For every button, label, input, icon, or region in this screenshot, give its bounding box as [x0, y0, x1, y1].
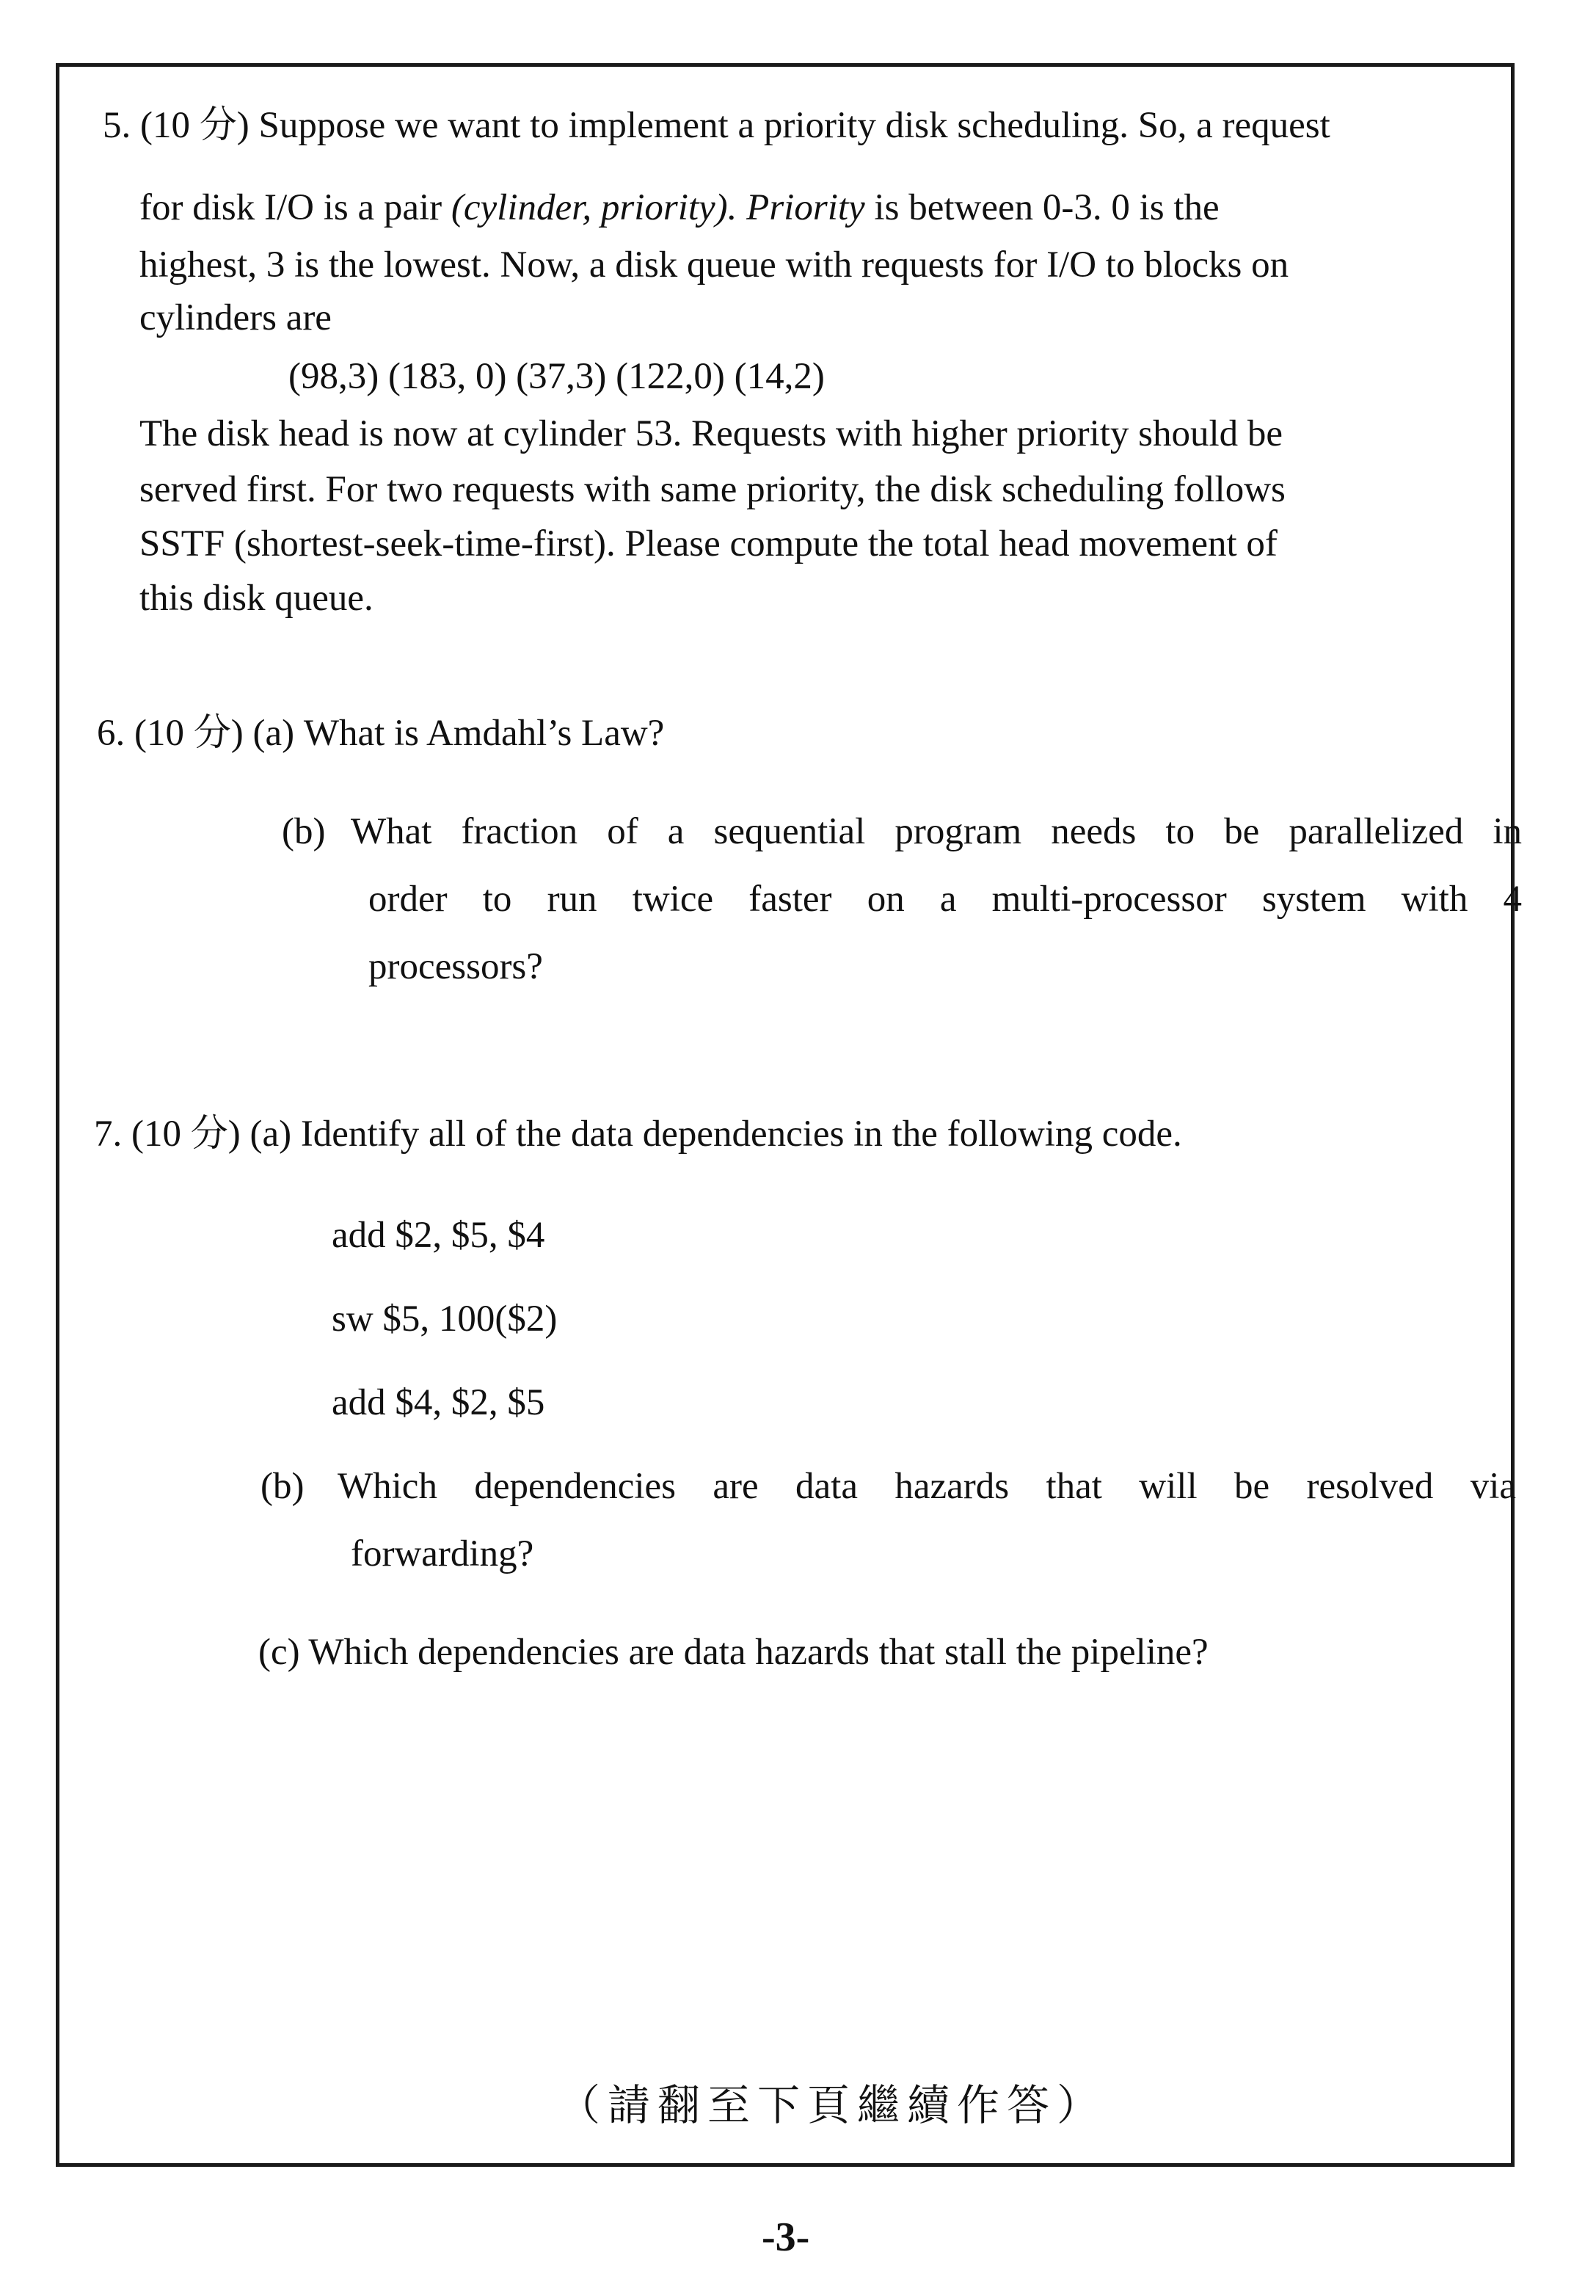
- q5-priority: Priority: [746, 187, 865, 228]
- q7-b-line1: Which dependencies are data hazards that will be resolved via: [338, 1466, 1516, 1507]
- q5-line1: [103, 104, 1330, 148]
- q7-line-a: [94, 1113, 1182, 1156]
- q7-part-a: (a) Identify all of the data dependencies in the following code.: [249, 1114, 1182, 1155]
- code-line-2: sw $5, 100($2): [332, 1298, 558, 1340]
- q6-b-line1: What fraction of a sequential program needs to be parallelized in: [351, 811, 1522, 852]
- q5-label: 5. (10 分): [103, 105, 249, 146]
- q5-line8: SSTF (shortest-seek-time-first). Please compute the total head movement of: [139, 523, 1278, 564]
- q5-line2: for disk I/O is a pair (cylinder, priority). Priority is between 0-3. 0 is the: [139, 187, 1220, 228]
- q6-line-a: [97, 712, 664, 755]
- q6-b-label: (b): [282, 811, 326, 852]
- q6-b-line3: processors?: [368, 946, 543, 987]
- q6-part-a: (a) What is Amdahl’s Law?: [252, 713, 665, 754]
- q7-b-label: (b): [260, 1466, 305, 1507]
- q5-line3: highest, 3 is the lowest. Now, a disk queue with requests for I/O to blocks on: [139, 244, 1289, 286]
- q5-queue: (98,3) (183, 0) (37,3) (122,0) (14,2): [288, 356, 825, 397]
- q5-pair: (cylinder, priority).: [451, 187, 737, 228]
- q5-line9: this disk queue.: [139, 578, 374, 619]
- q7-b-line2: forwarding?: [351, 1533, 534, 1574]
- code-line-1: add $2, $5, $4: [332, 1215, 545, 1256]
- q6-label: 6. (10 分): [97, 713, 244, 754]
- q5-text-line1: Suppose we want to implement a priority disk scheduling. So, a request: [258, 105, 1330, 146]
- q5-line7: served first. For two requests with same priority, the disk scheduling follows: [139, 469, 1286, 510]
- page-number: -3-: [762, 2215, 810, 2260]
- code-line-3: add $4, $2, $5: [332, 1382, 545, 1423]
- q7-part-c: (c) Which dependencies are data hazards that stall the pipeline?: [258, 1632, 1209, 1673]
- q5-line6: The disk head is now at cylinder 53. Requests with higher priority should be: [139, 413, 1283, 454]
- q6-b-line2: order to run twice faster on a multi-processor system with 4: [368, 879, 1522, 920]
- continue-note: （請翻至下頁繼續作答）: [558, 2082, 1107, 2129]
- q7-label: 7. (10 分): [94, 1114, 241, 1155]
- q5-line4: cylinders are: [139, 297, 332, 338]
